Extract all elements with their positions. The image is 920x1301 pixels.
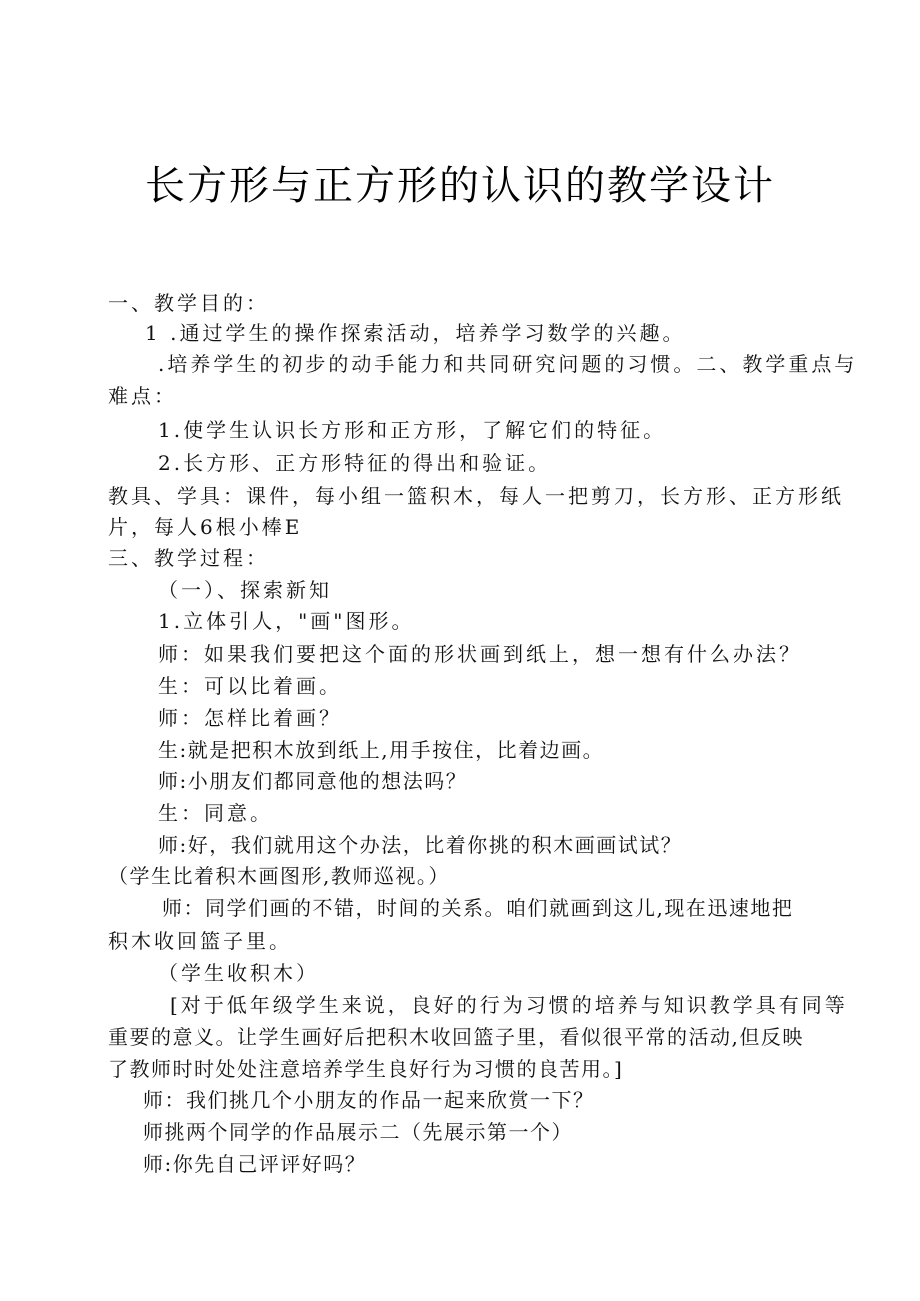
dialogue-line: 师：我们挑几个小朋友的作品一起来欣赏一下？ (143, 1088, 595, 1112)
commentary-line: [对于低年级学生来说，良好的行为习惯的培养与知识教学具有同等 (170, 993, 848, 1017)
dialogue-line: 师:你先自己评评好吗？ (143, 1152, 367, 1176)
paragraph-line: 难点： (108, 384, 177, 408)
dialogue-line: 师：如果我们要把这个面的形状画到纸上，想一想有什么办法？ (158, 642, 802, 666)
stage-direction: （学生收积木） (158, 961, 319, 985)
section-heading-process: 三、教学过程： (108, 546, 269, 570)
step-heading: 1.立体引人，"画"图形。 (158, 609, 415, 633)
teaching-aids-line: 片，每人6根小棒E (108, 515, 303, 539)
dialogue-line: 生:就是把积木放到纸上,用手按住，比着边画。 (158, 738, 605, 762)
commentary-line: 了教师时时处处注意培养学生良好行为习惯的良苦用。] (108, 1057, 624, 1081)
commentary-line: 重要的意义。让学生画好后把积木收回篮子里，看似很平常的活动,但反映 (108, 1025, 804, 1049)
subsection-heading: （一）、探索新知 (158, 578, 332, 602)
dialogue-line: 师：怎样比着画？ (158, 706, 342, 730)
key-point-item-2: 2.长方形、正方形特征的得出和验证。 (158, 451, 552, 475)
dialogue-line: 生：同意。 (158, 801, 273, 825)
document-title: 长方形与正方形的认识的教学设计 (145, 163, 775, 209)
stage-direction: （学生比着积木画图形,教师巡视。） (108, 864, 450, 888)
dialogue-line: 师:好，我们就用这个办法，比着你挑的积木画画试试？ (158, 833, 683, 857)
section-heading-objectives: 一、教学目的： (108, 291, 269, 315)
dialogue-line: 积木收回篮子里。 (108, 929, 292, 953)
dialogue-line: 生：可以比着画。 (158, 674, 342, 698)
objective-item-2: .培养学生的初步的动手能力和共同研究问题的习惯。二、教学重点与 (158, 352, 858, 376)
dialogue-line: 师：同学们画的不错，时间的关系。咱们就画到这儿,现在迅速地把 (162, 896, 794, 920)
teaching-aids-line: 教具、学具：课件，每小组一篮积木，每人一把剪刀，长方形、正方形纸 (108, 484, 844, 508)
dialogue-line: 师挑两个同学的作品展示二（先展示第一个） (143, 1120, 573, 1144)
dialogue-line: 师:小朋友们都同意他的想法吗？ (158, 769, 468, 793)
key-point-item-1: 1.使学生认识长方形和正方形，了解它们的特征。 (158, 418, 667, 442)
objective-item-1: 1 .通过学生的操作探索活动，培养学习数学的兴趣。 (145, 321, 686, 345)
